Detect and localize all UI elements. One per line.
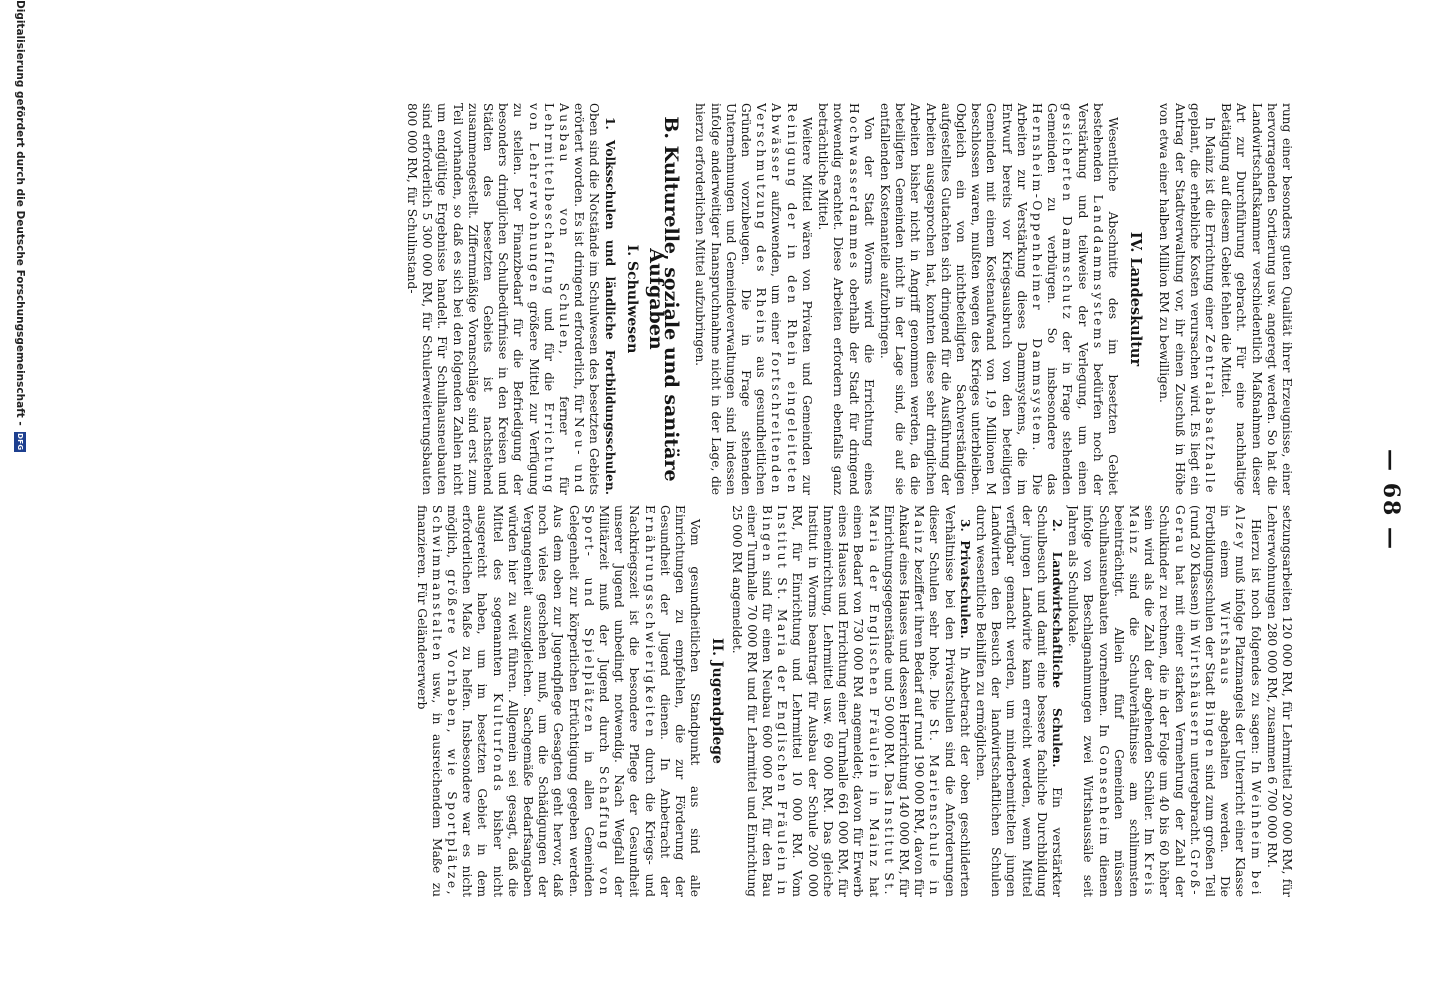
paragraph: In Mainz ist die Errichtung einer Zentralabsatzhalle geplant, die erhebliche Kosten verursachen wird. Es liegt ein Antrag der Stadtverwaltung vor, ihr einen Zuschuß in Höhe von etwa einer halben Million RM zu bewilligen. (1157, 103, 1217, 495)
right-column (134, 505, 1294, 897)
footer-text: Digitalisierung gefördert durch die Deutsche Forschungsgemeinschaft - (14, 0, 26, 426)
paragraph: Von der Stadt Worms wird die Errichtung eines Hochwasserdammes oberhalb der Stadt für dringend notwendig erachtet. Diese Arbeiten erfordern ebenfalls ganz beträchtliche Mittel. (816, 103, 876, 495)
subsection-heading: I. Schulwesen (623, 244, 640, 354)
paragraph: 1. Volksschulen und ländliche Fortbildungsschulen. Oben sind die Notstände im Schulwesen des besetzten Gebiets erörtert worden. Es ist dringend erforderlich, für Neu- und Ausbau von Schulen, ferner für Lehrmittelbeschaffung und für die Errichtung von Lehrerwohnungen größere Mittel zur Verfügung zu stellen. Der Finanzbedarf für die Befriedigung der besonders dringlichen Schulbedürfnisse in den Kreisen und Städten des besetzten Gebiets ist nachstehend zusammengestellt. Ziffernmäßige Voranschläge sind erst zum Teil vorhanden, so daß es sich bei den folgenden Zahlen nicht um endgültige Ergebnisse handelt. Für Schulhausneubauten sind erforderlich 5 300 000 RM, für Schulerweiterungsbauten 800 000 RM, für Schulinstand- (405, 103, 617, 495)
left-column (134, 103, 1294, 495)
paragraph: Weitere Mittel wären von Privaten und Gemeinden zur Reinigung der in den Rhein eingeleiteten Abwässer aufzuwenden, um einer fortschreitenden Verschmutzung des Rheins aus gesundheitlichen Gründen vorzubeugen. Die in Frage stehenden Unternehmungen und Gemeindeverwaltungen sind indessen infolge anderweitiger Inanspruchnahme nicht in der Lage, die hierzu erforderlichen Mittel aufzubringen. (693, 103, 814, 495)
paragraph: rung einer besonders guten Qualität ihrer Erzeugnisse, einer hervorragenden Sortierung usw. angeregt werden. So hat die Landwirtschaftskammer verschiedentlich Maßnahmen dieser Art zur Durchführung gebracht. Für eine nachhaltige Betätigung auf diesem Gebiet fehlen die Mittel. (1219, 103, 1294, 495)
paragraph: Wesentliche Abschnitte des im besetzten Gebiet bestehenden Landdammsystems bedürfen noch der Verstärkung und teilweise der Verlegung, um einen gesicherten Dammschutz der in Frage stehenden Gemeinden zu verbürgen. So insbesondere das Hernsheim-Oppenheimer Dammsystem. Die Arbeiten zur Verstärkung dieses Dammsystems, die im Entwurf bereits vor Kriegsausbruch von den beteiligten Gemeinden mit einem Kostenaufwand von 1,9 Millionen M beschlossen waren, mußten wegen des Krieges unterbleiben. Obgleich ein von nichtbeteiligten Sachverständigen aufgestelltes Gutachten sich dringend für die Ausführung der Arbeiten ausgesprochen hat, konnten diese sehr dringlichen Arbeiten bisher nicht in Angriff genommen werden, da die beteiligten Gemeinden nicht in der Lage sind, die auf sie entfallenden Kostenanteile aufzubringen. (877, 103, 1120, 495)
paragraph: 3. Privatschulen. In Anbetracht der oben geschilderten Verhältnisse bei den Privatschulen sind die Anforderungen dieser Schulen sehr hohe. Die St. Marienschule in Mainz beziffert ihren Bedarf auf rund 190 000 RM, davon für Ankauf eines Hauses und dessen Herrichtung 140 000 RM, für Einrichtungsgegenstände und 50 000 RM. Das Institut St. Maria der Englischen Fräulein in Mainz hat einen Bedarf von 730 000 RM angemeldet; davon für Erwerb eines Hauses und Errichtung einer Turnhalle 661 000 RM, für Inneneinrichtung, Lehrmittel usw. 69 000 RM. Das gleiche Institut in Worms beantragt für Ausbau der Schule 200 000 RM, für Einrichtung und Lehrmittel 10 000 RM. Vom Institut St. Maria der Englischen Fräulein in Bingen sind für einen Neubau 600 000 RM, für den Bau einer Turnhalle 70 000 RM und für Lehrmittel und Einrichtung 25 000 RM angemeldet. (729, 505, 972, 897)
section-heading: IV. Landeskultur (1127, 231, 1145, 367)
subsection-heading: II. Jugendpflege (709, 638, 726, 764)
paragraph: setzungsarbeiten 120 000 RM, für Lehrmittel 200 000 RM, für Lehrerwohnungen 280 000 RM, zusammen 6 700 000 RM. (1264, 505, 1294, 897)
paragraph: 2. Landwirtschaftliche Schulen. Ein verstärkter Schulbesuch und damit eine bessere fachliche Durchbildung der jungen Landwirte kann erreicht werden, wenn Mittel verfügbar gemacht werden, um minderbemittelten jungen Landwirten den Besuch der landwirtschaftlichen Schulen durch wesentliche Beihilfen zu ermöglichen. (973, 505, 1064, 897)
paragraph: Hierzu ist noch folgendes zu sagen: In Weinheim bei Alzey muß infolge Platzmangels der Unterricht einer Klasse in einem Wirtshaus abgehalten werden. Die Fortbildungsschulen der Stadt Bingen sind zum großen Teil (rund 20 Klassen) in Wirtshäusern untergebracht. Groß-Gerau hat mit einer starken Vermehrung der Zahl der Schulkinder zu rechnen, die in der Folge um 40 bis 60 höher sein wird als die Zahl der abgehenden Schüler. Im Kreis Mainz sind die Schulverhältnisse am schlimmsten beeinträchtigt. Allein fünf Gemeinden müssen Schulhausneubauten vornehmen. In Gonsenheim dienen infolge von Beschlagnahmungen zwei Wirtshaussäle seit Jahren als Schullokale. (1066, 505, 1263, 897)
dfg-logo-icon: DFG (16, 433, 24, 451)
page-number: — 68 — (1378, 449, 1404, 551)
chapter-heading: B. Kulturelle, soziale und sanitäre Aufgaben (645, 116, 683, 482)
paragraph: Vom gesundheitlichen Standpunkt aus sind alle Einrichtungen zu empfehlen, die zur Förderung der Gesundheit der Jugend dienen. In Anbetracht der Ernährungsschwierigkeiten durch die Kriegs- und Nachkriegszeit ist die besondere Pflege der Gesundheit unserer Jugend unbedingt notwendig. Nach Wegfall der Militärzeit muß der Jugend durch Schaffung von Sport- und Spielplätzen in allen Gemeinden Gelegenheit zur körperlichen Ertüchtigung gegeben werden. Aus dem oben zur Jugendpflege Gesagten geht hervor, daß noch vieles geschehen muß, um die Schädigungen der Vergangenheit auszugleichen. Sachgemäße Bedarfsangaben würden hier zu weit führen. Allgemein sei gesagt, daß die Mittel des sogenannten Kulturfonds bisher nicht ausgereicht haben, um im besetzten Gebiet in dem erforderlichen Maße zu helfen. Insbesondere war es nicht möglich, größere Vorhaben, wie Sportplätze, Schwimmanstalten usw., in ausreichendem Maße zu finanzieren. Für Geländererwerb (414, 505, 703, 897)
digitization-footer (6, 0, 34, 1000)
